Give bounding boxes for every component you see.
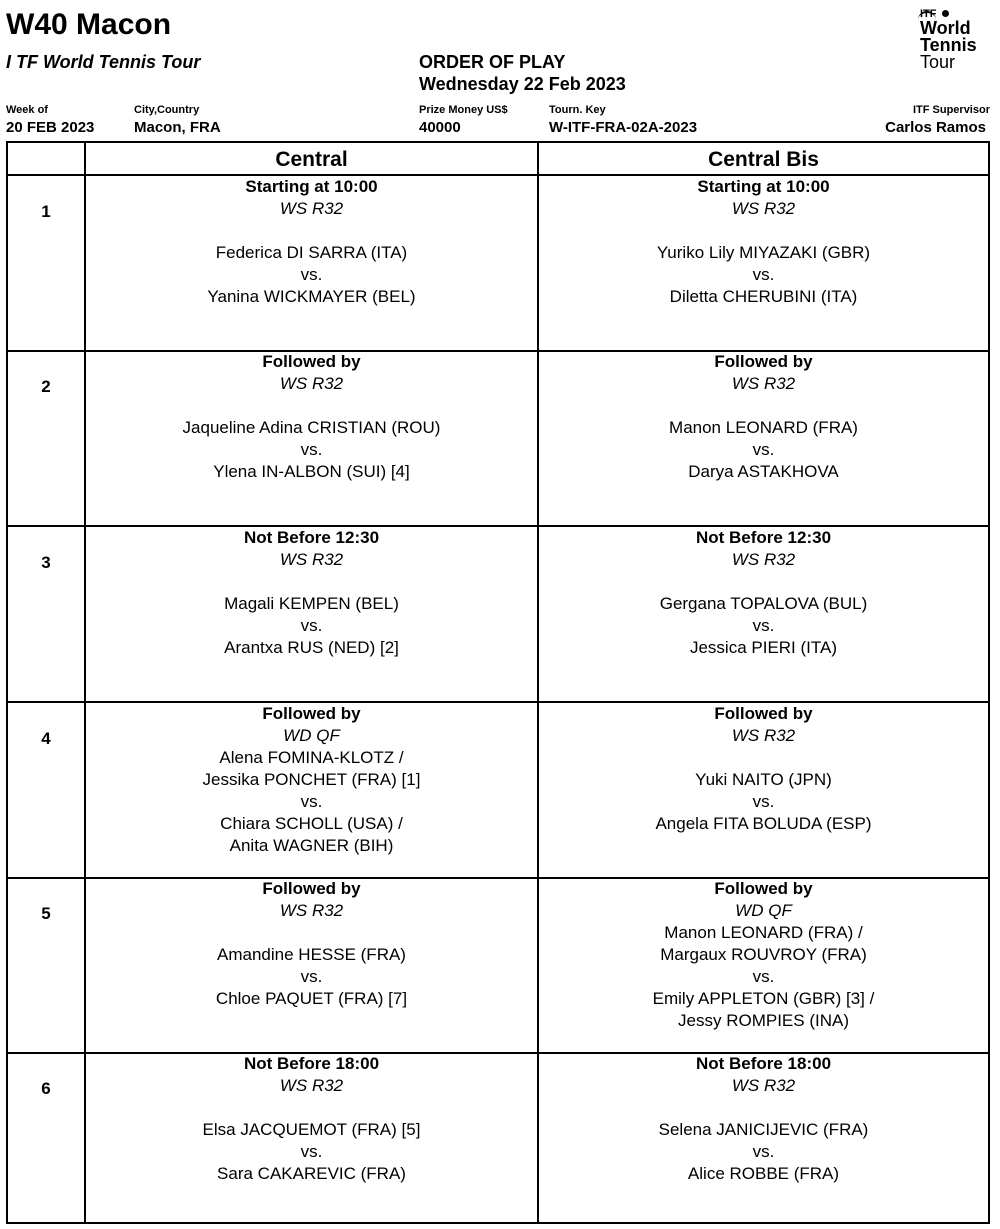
player-line bbox=[539, 220, 988, 242]
row-number: 5 bbox=[41, 904, 51, 923]
player-line: Yuriko Lily MIYAZAKI (GBR) bbox=[656, 243, 871, 262]
player-line bbox=[86, 922, 537, 944]
player-line: Darya ASTAKHOVA bbox=[688, 462, 839, 481]
match-cell-central-bis bbox=[539, 527, 988, 701]
match-event: WS R32 bbox=[731, 726, 796, 745]
match-time: Not Before 18:00 bbox=[695, 1054, 832, 1073]
player-line bbox=[539, 1097, 988, 1119]
player-line bbox=[539, 395, 988, 417]
player-line: Elsa JACQUEMOT (FRA) [5] bbox=[202, 1120, 421, 1139]
court-header-row bbox=[8, 143, 988, 176]
player-line: Yuki NAITO (JPN) bbox=[695, 770, 832, 789]
player-line bbox=[539, 571, 988, 593]
player-line: Yanina WICKMAYER (BEL) bbox=[207, 287, 416, 306]
player-line: Ylena IN-ALBON (SUI) [4] bbox=[213, 462, 410, 481]
match-time: Followed by bbox=[262, 352, 361, 371]
supervisor-label: ITF Supervisor bbox=[912, 104, 990, 116]
player-line bbox=[86, 1097, 537, 1119]
player-line: Manon LEONARD (FRA) / bbox=[664, 923, 863, 942]
match-time: Followed by bbox=[262, 704, 361, 723]
player-line: Jaqueline Adina CRISTIAN (ROU) bbox=[182, 418, 441, 437]
match-cell-central-bis bbox=[539, 878, 988, 1052]
match-time: Followed by bbox=[714, 879, 813, 898]
match-cell-central bbox=[86, 351, 537, 525]
match-cell-central-bis bbox=[539, 703, 988, 877]
row-number: 2 bbox=[41, 377, 51, 396]
player-line: Arantxa RUS (NED) [2] bbox=[224, 638, 399, 657]
match-event: WS R32 bbox=[279, 901, 344, 920]
logo-world-text: World bbox=[920, 18, 971, 38]
match-time: Starting at 10:00 bbox=[697, 177, 830, 196]
match-event: WS R32 bbox=[279, 199, 344, 218]
order-of-play-heading: ORDER OF PLAY bbox=[419, 52, 566, 72]
logo-tennis-text: Tennis bbox=[920, 35, 977, 55]
player-line bbox=[86, 395, 537, 417]
player-line: Gergana TOPALOVA (BUL) bbox=[659, 594, 868, 613]
versus-label: vs. bbox=[752, 265, 775, 284]
tournament-title: W40 Macon bbox=[6, 8, 172, 41]
player-line: Diletta CHERUBINI (ITA) bbox=[669, 287, 858, 306]
match-event: WS R32 bbox=[279, 1076, 344, 1095]
match-event: WS R32 bbox=[279, 374, 344, 393]
itf-world-tennis-tour-logo bbox=[918, 8, 990, 74]
prize-value: 40000 bbox=[419, 119, 461, 136]
versus-label: vs. bbox=[300, 1142, 323, 1161]
order-of-play-table bbox=[6, 141, 990, 1224]
row-number: 3 bbox=[41, 553, 51, 572]
match-event: WS R32 bbox=[731, 374, 796, 393]
tourn-key-value: W-ITF-FRA-02A-2023 bbox=[549, 119, 698, 136]
court-header-central: Central bbox=[275, 148, 348, 171]
player-line: Amandine HESSE (FRA) bbox=[217, 945, 406, 964]
logo-ball-icon bbox=[942, 10, 949, 17]
match-row bbox=[8, 878, 988, 1054]
city-value: Macon, FRA bbox=[134, 119, 221, 136]
tourn-key-label: Tourn. Key bbox=[549, 104, 606, 116]
player-line: Selena JANICIJEVIC (FRA) bbox=[658, 1120, 869, 1139]
row-number: 4 bbox=[41, 729, 51, 748]
match-time: Starting at 10:00 bbox=[245, 177, 378, 196]
court-header-central-bis: Central Bis bbox=[708, 148, 819, 171]
match-cell-central-bis bbox=[539, 176, 988, 350]
versus-label: vs. bbox=[300, 792, 323, 811]
match-row bbox=[8, 1053, 988, 1229]
match-cell-central bbox=[86, 176, 537, 350]
player-line: Anita WAGNER (BIH) bbox=[229, 836, 394, 855]
tour-subtitle: I TF World Tennis Tour bbox=[6, 52, 201, 72]
row-number: 6 bbox=[41, 1079, 51, 1098]
week-label: Week of bbox=[6, 104, 48, 116]
match-row bbox=[8, 176, 988, 352]
player-line: Sara CAKAREVIC (FRA) bbox=[217, 1164, 406, 1183]
versus-label: vs. bbox=[300, 616, 323, 635]
versus-label: vs. bbox=[752, 792, 775, 811]
versus-label: vs. bbox=[752, 440, 775, 459]
match-event: WS R32 bbox=[731, 550, 796, 569]
player-line: Jessica PIERI (ITA) bbox=[689, 638, 838, 657]
match-time: Followed by bbox=[262, 879, 361, 898]
match-cell-central bbox=[86, 703, 537, 877]
match-row bbox=[8, 703, 988, 879]
match-time: Followed by bbox=[714, 352, 813, 371]
match-time: Not Before 12:30 bbox=[695, 528, 832, 547]
player-line: Jessy ROMPIES (INA) bbox=[678, 1011, 849, 1030]
match-time: Not Before 12:30 bbox=[243, 528, 380, 547]
player-line: Chloe PAQUET (FRA) [7] bbox=[215, 989, 408, 1008]
match-cell-central-bis bbox=[539, 351, 988, 525]
match-cell-central bbox=[86, 1053, 537, 1227]
week-value: 20 FEB 2023 bbox=[6, 119, 95, 136]
versus-label: vs. bbox=[300, 440, 323, 459]
match-row bbox=[8, 351, 988, 527]
city-label: City,Country bbox=[134, 104, 200, 116]
match-cell-central bbox=[86, 527, 537, 701]
player-line: Alice ROBBE (FRA) bbox=[687, 1164, 840, 1183]
match-row bbox=[8, 527, 988, 703]
player-line: Margaux ROUVROY (FRA) bbox=[660, 945, 867, 964]
match-event: WS R32 bbox=[731, 199, 796, 218]
versus-label: vs. bbox=[752, 616, 775, 635]
versus-label: vs. bbox=[752, 967, 775, 986]
match-event: WD QF bbox=[735, 901, 792, 920]
versus-label: vs. bbox=[300, 967, 323, 986]
row-number: 1 bbox=[41, 202, 51, 221]
player-line: Jessika PONCHET (FRA) [1] bbox=[202, 770, 421, 789]
player-line: Emily APPLETON (GBR) [3] / bbox=[652, 989, 875, 1008]
versus-label: vs. bbox=[300, 265, 323, 284]
logo-tour-text: Tour bbox=[920, 52, 956, 72]
match-time: Not Before 18:00 bbox=[243, 1054, 380, 1073]
player-line: Chiara SCHOLL (USA) / bbox=[220, 814, 403, 833]
match-event: WS R32 bbox=[731, 1076, 796, 1095]
player-line bbox=[86, 220, 537, 242]
player-line: Manon LEONARD (FRA) bbox=[669, 418, 858, 437]
player-line: Federica DI SARRA (ITA) bbox=[215, 243, 408, 262]
match-time: Followed by bbox=[714, 704, 813, 723]
logo-itf-text: ITF bbox=[920, 8, 937, 20]
match-event: WS R32 bbox=[279, 550, 344, 569]
player-line bbox=[539, 747, 988, 769]
prize-label: Prize Money US$ bbox=[419, 104, 508, 116]
player-line bbox=[86, 571, 537, 593]
play-date: Wednesday 22 Feb 2023 bbox=[419, 74, 626, 94]
player-line: Magali KEMPEN (BEL) bbox=[224, 594, 399, 613]
supervisor-value: Carlos Ramos bbox=[885, 119, 986, 136]
player-line: Alena FOMINA-KLOTZ / bbox=[219, 748, 404, 767]
player-line: Angela FITA BOLUDA (ESP) bbox=[655, 814, 872, 833]
match-cell-central-bis bbox=[539, 1053, 988, 1227]
match-event: WD QF bbox=[283, 726, 340, 745]
match-cell-central bbox=[86, 878, 537, 1052]
versus-label: vs. bbox=[752, 1142, 775, 1161]
